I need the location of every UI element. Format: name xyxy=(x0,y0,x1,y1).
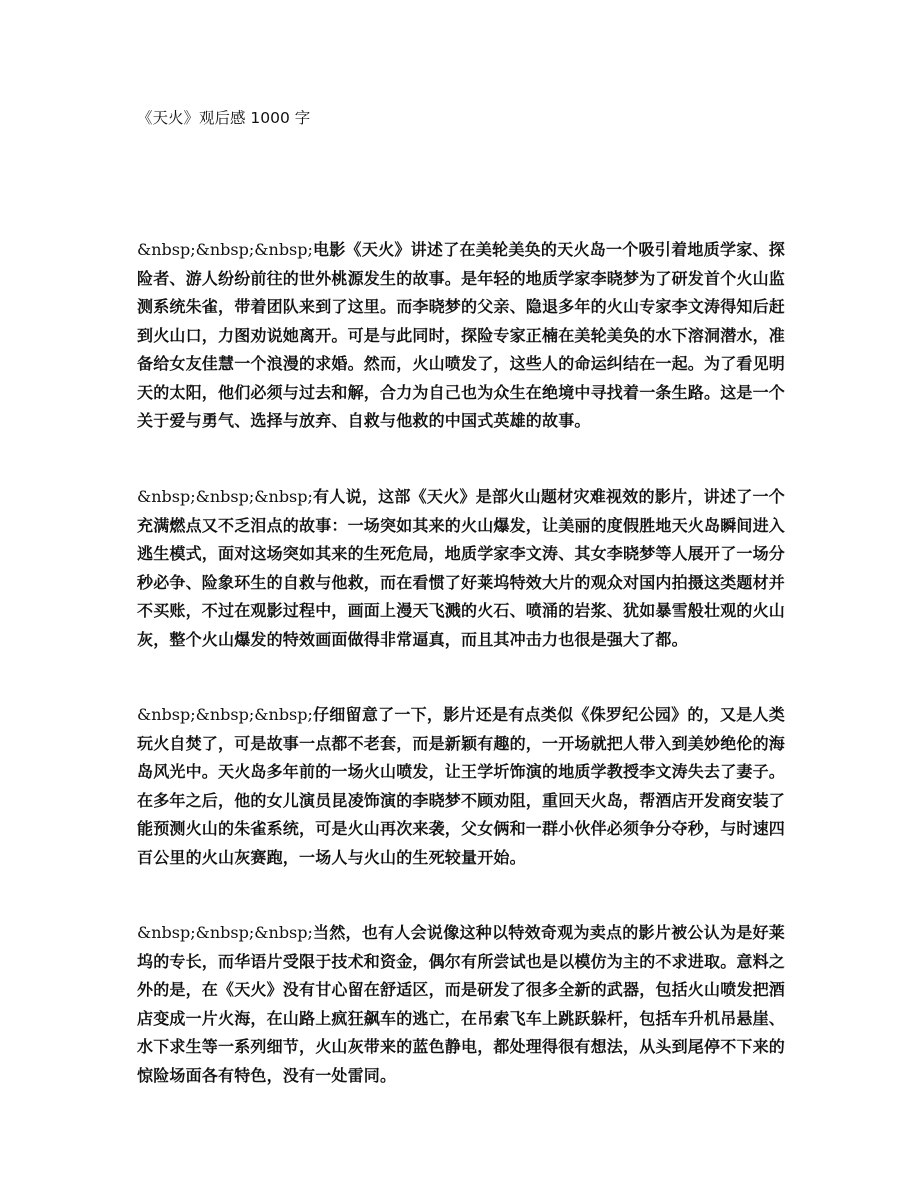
nbsp-entity-text: &nbsp;&nbsp;&nbsp; xyxy=(137,705,313,724)
paragraph-text: 当然，也有人会说像这种以特效奇观为卖点的影片被公认为是好莱坞的专长，而华语片受限于技术和资金，偶尔有所尝试也是以模仿为主的不求进取。意料之外的是，在《天火》没有甘心留在舒适区，而是研发了很多全新的武器，包括火山喷发把酒店变成一片火海，在山路上疯狂飙车的逃亡，在吊索飞车上跳跃躲杆，包括车升机吊悬崖、水下求生等一系列细节，火山灰带来的蓝色静电，都处理得很有想法，从头到尾停不下来的惊险场面各有特色，没有一处雷同。 xyxy=(137,923,786,1085)
document-title: 《天火》观后感 1000 字 xyxy=(137,109,311,127)
paragraph-4 xyxy=(137,919,785,1090)
paragraph-3 xyxy=(137,701,785,872)
nbsp-entity-text: &nbsp;&nbsp;&nbsp; xyxy=(137,487,313,506)
nbsp-entity-text: &nbsp;&nbsp;&nbsp; xyxy=(137,923,313,942)
paragraph-2 xyxy=(137,483,785,654)
paragraph-text: 电影《天火》讲述了在美轮美奂的天火岛一个吸引着地质学家、探险者、游人纷纷前往的世外桃源发生的故事。是年轻的地质学家李晓梦为了研发首个火山监测系统朱雀，带着团队来到了这里。而李晓梦的父亲、隐退多年的火山专家李文涛得知后赶到火山口，力图劝说她离开。可是与此同时，探险专家正楠在美轮美奂的水下溶洞潜水，准备给女友佳慧一个浪漫的求婚。然而，火山喷发了，这些人的命运纠结在一起。为了看见明天的太阳，他们必须与过去和解，合力为自己也为众生在绝境中寻找着一条生路。这是一个关于爱与勇气、选择与放弃、自救与他救的中国式英雄的故事。 xyxy=(137,240,786,430)
nbsp-entity-text: &nbsp;&nbsp;&nbsp; xyxy=(137,240,313,259)
paragraph-text: 仔细留意了一下，影片还是有点类似《侏罗纪公园》的，又是人类玩火自焚了，可是故事一点都不老套，而是新颖有趣的，一开场就把人带入到美妙绝伦的海岛风光中。天火岛多年前的一场火山喷发，让王学圻饰演的地质学教授李文涛失去了妻子。在多年之后，他的女儿演员昆凌饰演的李晓梦不顾劝阻，重回天火岛，帮酒店开发商安装了能预测火山的朱雀系统，可是火山再次来袭，父女俩和一群小伙伴必须争分夺秒，与时速四百公里的火山灰赛跑，一场人与火山的生死较量开始。 xyxy=(137,705,786,867)
paragraph-text: 有人说，这部《天火》是部火山题材灾难视效的影片，讲述了一个充满燃点又不乏泪点的故事：一场突如其来的火山爆发，让美丽的度假胜地天火岛瞬间进入逃生模式，面对这场突如其来的生死危局，地质学家李文涛、其女李晓梦等人展开了一场分秒必争、险象环生的自救与他救，而在看惯了好莱坞特效大片的观众对国内拍摄这类题材并不买账，不过在观影过程中，画面上漫天飞溅的火石、喷涌的岩浆、犹如暴雪般壮观的火山灰，整个火山爆发的特效画面做得非常逼真，而且其冲击力也很是强大了都。 xyxy=(137,487,786,649)
paragraph-1 xyxy=(137,236,785,436)
